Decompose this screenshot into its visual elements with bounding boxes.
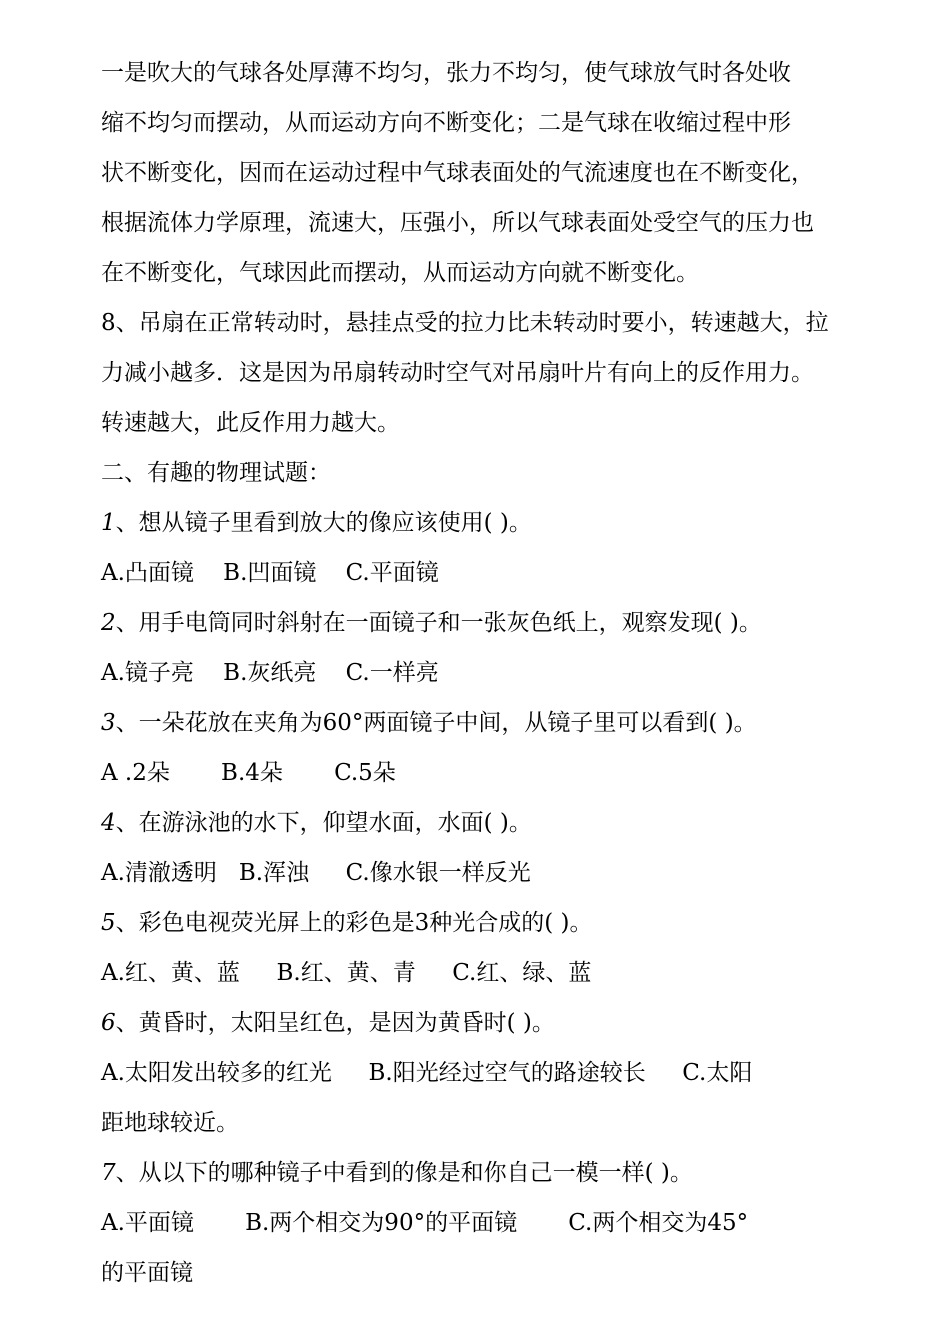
question-1 xyxy=(101,508,532,538)
question-3-options: A .2朵 B.4朵 C.5朵 xyxy=(101,760,396,786)
paragraph-line: 一是吹大的气球各处厚薄不均匀，张力不均匀，使气球放气时各处收 xyxy=(101,60,791,86)
item-8-line: 力减小越多．这是因为吊扇转动时空气对吊扇叶片有向上的反作用力。 xyxy=(101,360,814,386)
question-text: 、一朵花放在夹角为60°两面镜子中间，从镜子里可以看到( )。 xyxy=(115,710,757,736)
question-number: 7 xyxy=(101,1160,116,1186)
question-1-options: A.凸面镜 B.凹面镜 C.平面镜 xyxy=(101,560,439,586)
item-8-line: 8、吊扇在正常转动时，悬挂点受的拉力比未转动时要小，转速越大，拉 xyxy=(101,310,829,336)
question-text: 、想从镜子里看到放大的像应该使用( )。 xyxy=(115,510,532,536)
paragraph-line: 根据流体力学原理，流速大，压强小，所以气球表面处受空气的压力也 xyxy=(101,210,814,236)
paragraph-line: 状不断变化，因而在运动过程中气球表面处的气流速度也在不断变化， xyxy=(101,160,814,186)
question-2 xyxy=(101,608,762,638)
question-text: 、从以下的哪种镜子中看到的像是和你自己一模一样( )。 xyxy=(115,1160,693,1186)
question-6-options-cont: 距地球较近。 xyxy=(101,1110,239,1136)
question-3 xyxy=(101,708,757,738)
question-number: 2 xyxy=(101,610,116,636)
paragraph-line: 在不断变化，气球因此而摆动，从而运动方向就不断变化。 xyxy=(101,260,699,286)
question-text: 、在游泳池的水下，仰望水面，水面( )。 xyxy=(115,810,532,836)
question-number: 4 xyxy=(101,810,116,836)
question-number: 6 xyxy=(101,1010,116,1036)
item-8-line: 转速越大，此反作用力越大。 xyxy=(101,410,400,436)
question-5-options: A.红、黄、蓝 B.红、黄、青 C.红、绿、蓝 xyxy=(101,960,592,986)
section-title: 二、有趣的物理试题： xyxy=(101,460,331,486)
paragraph-line: 缩不均匀而摆动，从而运动方向不断变化；二是气球在收缩过程中形 xyxy=(101,110,791,136)
question-4 xyxy=(101,808,532,838)
question-text: 、彩色电视荧光屏上的彩色是3种光合成的( )。 xyxy=(115,910,593,936)
question-5 xyxy=(101,908,593,938)
question-6 xyxy=(101,1008,555,1038)
question-6-options: A.太阳发出较多的红光 B.阳光经过空气的路途较长 C.太阳 xyxy=(101,1060,753,1086)
question-number: 3 xyxy=(101,710,116,736)
question-number: 5 xyxy=(101,910,116,936)
question-7-options: A.平面镜 B.两个相交为90°的平面镜 C.两个相交为45° xyxy=(101,1210,749,1236)
question-7 xyxy=(101,1158,693,1188)
question-4-options: A.清澈透明 B.浑浊 C.像水银一样反光 xyxy=(101,860,531,886)
question-text: 、用手电筒同时斜射在一面镜子和一张灰色纸上，观察发现( )。 xyxy=(115,610,762,636)
question-7-options-cont: 的平面镜 xyxy=(101,1260,193,1286)
question-2-options: A.镜子亮 B.灰纸亮 C.一样亮 xyxy=(101,660,439,686)
question-number: 1 xyxy=(101,510,116,536)
question-text: 、黄昏时，太阳呈红色，是因为黄昏时( )。 xyxy=(115,1010,555,1036)
